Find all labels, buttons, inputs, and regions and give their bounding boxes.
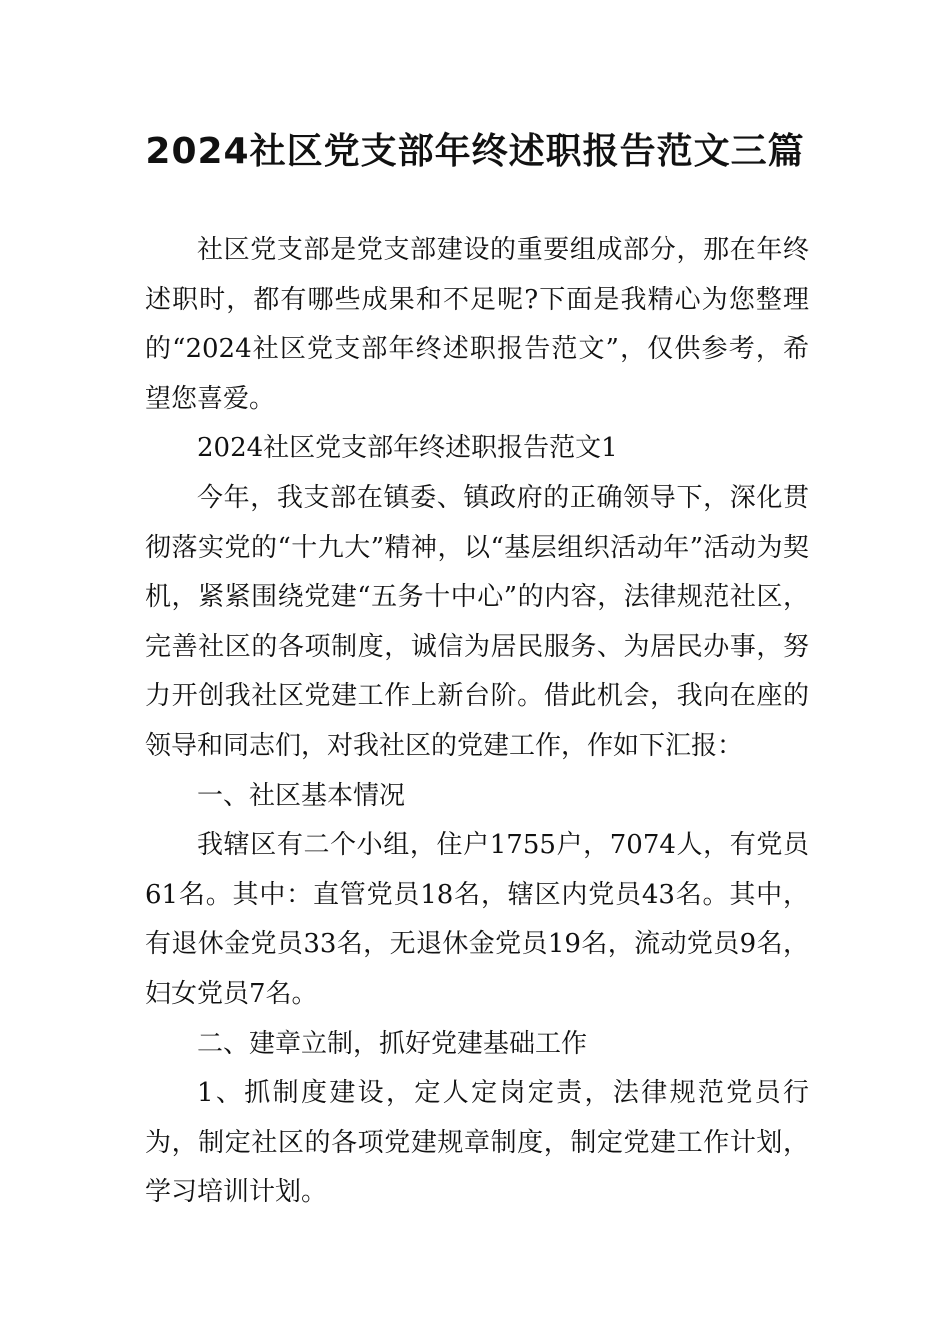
section-heading-report-1: 2024社区党支部年终述职报告范文1	[197, 433, 618, 464]
document-body	[145, 226, 809, 1218]
section-heading-rules: 二、建章立制，抓好党建基础工作	[197, 1028, 588, 1059]
intro-paragraph: 社区党支部是党支部建设的重要组成部分，那在年终述职时，都有哪些成果和不足呢?下面是我精心为您整理的“2024社区党支部年终述职报告范文”，仅供参考，希望您喜爱。	[145, 235, 809, 414]
body-paragraph-statistics: 我辖区有二个小组，住户1755户，7074人，有党员61名。其中：直管党员18名，辖区内党员43名。其中，有退休金党员33名，无退休金党员19名，流动党员9名，妇女党员7名。	[145, 830, 809, 1009]
document-title: 2024社区党支部年终述职报告范文三篇	[145, 131, 805, 172]
section-heading-basic-situation: 一、社区基本情况	[197, 780, 406, 811]
body-paragraph-overview: 今年，我支部在镇委、镇政府的正确领导下，深化贯彻落实党的“十九大”精神，以“基层组织活动年”活动为契机，紧紧围绕党建“五务十中心”的内容，法律规范社区，完善社区的各项制度，诚信为居民服务、为居民办事，努力开创我社区党建工作上新台阶。借此机会，我向在座的领导和同志们，对我社区的党建工作，作如下汇报：	[145, 482, 809, 761]
body-paragraph-system-building: 1、抓制度建设，定人定岗定责，法律规范党员行为，制定社区的各项党建规章制度，制定党建工作计划，学习培训计划。	[145, 1078, 809, 1208]
